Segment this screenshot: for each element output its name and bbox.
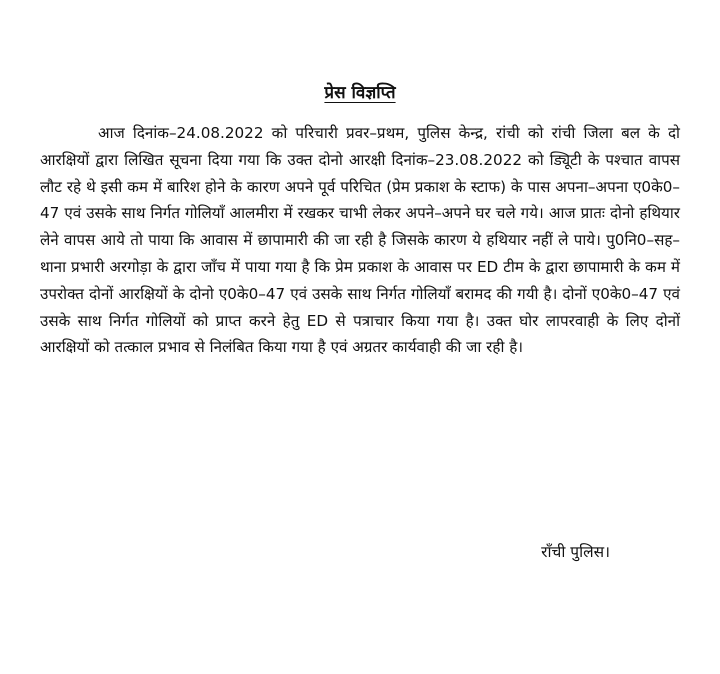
signature-line: राँची पुलिस। <box>541 543 610 561</box>
press-release-body: आज दिनांक–24.08.2022 को परिचारी प्रवर–प्रथम, पुलिस केन्द्र, रांची को रांची जिला बल के दो आरक्षियों द्वारा लिखित सूचना दिया गया कि उक्त दोनो आरक्षी दिनांक–23.08.2022 को ड्यिूटी के पश्चात वापस लौट रहे थे इसी कम में बारिश होने के कारण अपने पूर्व परिचित (प्रेम प्रकाश के स्टाफ) के पास अपना–अपना ए0के0–47 एवं उसके साथ निर्गत गोलियाँ आलमीरा में रखकर चाभी लेकर अपने–अपने घर चले गये। आज प्रातः दोनो हथियार लेने वापस आये तो पाया कि आवास में छापामारी की जा रही है जिसके कारण ये हथियार नहीं ले पाये। पु0नि0–सह–थाना प्रभारी अरगोड़ा के द्वारा जाँच में पाया गया है कि प्रेम प्रकाश के आवास पर ED टीम के द्वारा छापामारी के कम में उपरोक्त दोनों आरक्षियों के दोनो ए0के0–47 एवं उसके साथ निर्गत गोलियाँ बरामद की गयी है। दोनों ए0के0–47 एवं उसके साथ निर्गत गोलियों को प्राप्त करने हेतु ED से पत्राचार किया गया है। उक्त घोर लापरवाही के लिए दोनों आरक्षियों को तत्काल प्रभाव से निलंबित किया गया है एवं अग्रतर कार्यवाही की जा रही है। <box>40 124 680 357</box>
press-release-title <box>0 80 720 103</box>
title-text: प्रेस विज्ञप्ति <box>324 83 396 103</box>
